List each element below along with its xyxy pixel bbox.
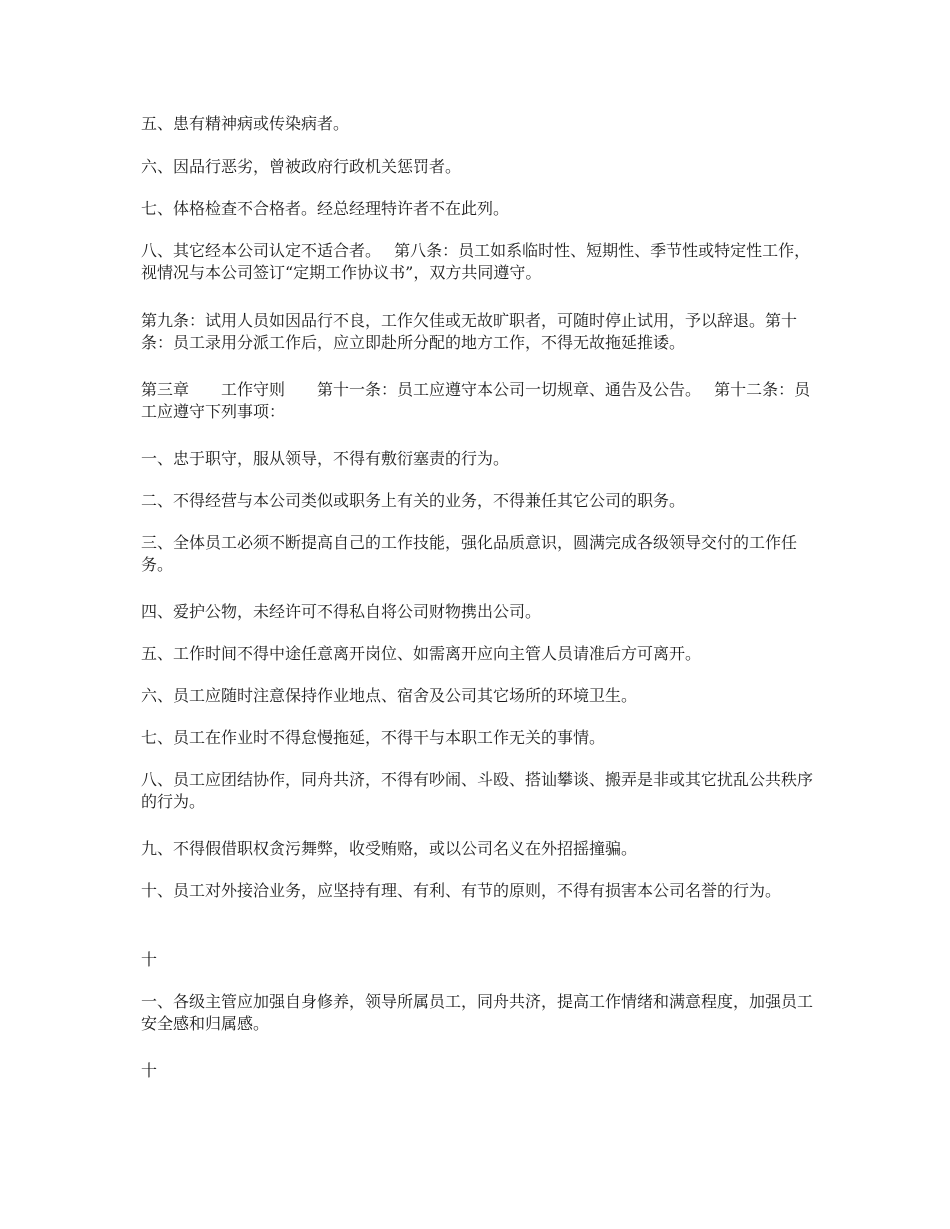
paragraph-12: 六、员工应随时注意保持作业地点、宿舍及公司其它场所的环境卫生。 — [141, 686, 638, 705]
paragraph-15: 九、不得假借职权贪污舞弊，收受贿赂，或以公司名义在外招摇撞骗。 — [141, 839, 638, 858]
paragraph-16: 十、员工对外接洽业务，应坚持有理、有利、有节的原则，不得有损害本公司名誉的行为。 — [141, 881, 782, 900]
paragraph-11: 五、工作时间不得中途任意离开岗位、如需离开应向主管人员请准后方可离开。 — [141, 644, 702, 663]
paragraph-6: 第三章 工作守则 第十一条：员工应遵守本公司一切规章、通告及公告。 第十二条：员工应遵守下列事项： — [141, 380, 811, 421]
paragraph-19: 十 — [141, 1061, 158, 1080]
paragraph-10: 四、爱护公物，未经许可不得私自将公司财物携出公司。 — [141, 602, 542, 621]
paragraph-8: 二、不得经营与本公司类似或职务上有关的业务，不得兼任其它公司的职务。 — [141, 491, 686, 510]
paragraph-1: 五、患有精神病或传染病者。 — [141, 114, 350, 133]
paragraph-9: 三、全体员工必须不断提高自己的工作技能，强化品质意识，圆满完成各级领导交付的工作任务。 — [141, 533, 798, 574]
paragraph-5: 第九条：试用人员如因品行不良，工作欠佳或无故旷职者，可随时停止试用，予以辞退。第十条：员工录用分派工作后，应立即赴所分配的地方工作，不得无故拖延推诿。 — [141, 311, 798, 352]
paragraph-17: 十 — [141, 950, 158, 969]
paragraph-3: 七、体格检查不合格者。经总经理特许者不在此列。 — [141, 199, 510, 218]
paragraph-4: 八、其它经本公司认定不适合者。 第八条：员工如系临时性、短期性、季节性或特定性工作，视情况与本公司签订“定期工作协议书”，双方共同遵守。 — [141, 241, 811, 282]
paragraph-13: 七、员工在作业时不得怠慢拖延，不得干与本职工作无关的事情。 — [141, 728, 606, 747]
paragraph-7: 一、忠于职守，服从领导，不得有敷衍塞责的行为。 — [141, 449, 510, 468]
paragraph-18: 一、各级主管应加强自身修养，领导所属员工，同舟共济，提高工作情绪和满意程度，加强员工安全感和归属感。 — [141, 992, 814, 1033]
paragraph-2: 六、因品行恶劣，曾被政府行政机关惩罚者。 — [141, 157, 462, 176]
paragraph-14: 八、员工应团结协作，同舟共济，不得有吵闹、斗殴、搭讪攀谈、搬弄是非或其它扰乱公共秩序的行为。 — [141, 770, 814, 811]
